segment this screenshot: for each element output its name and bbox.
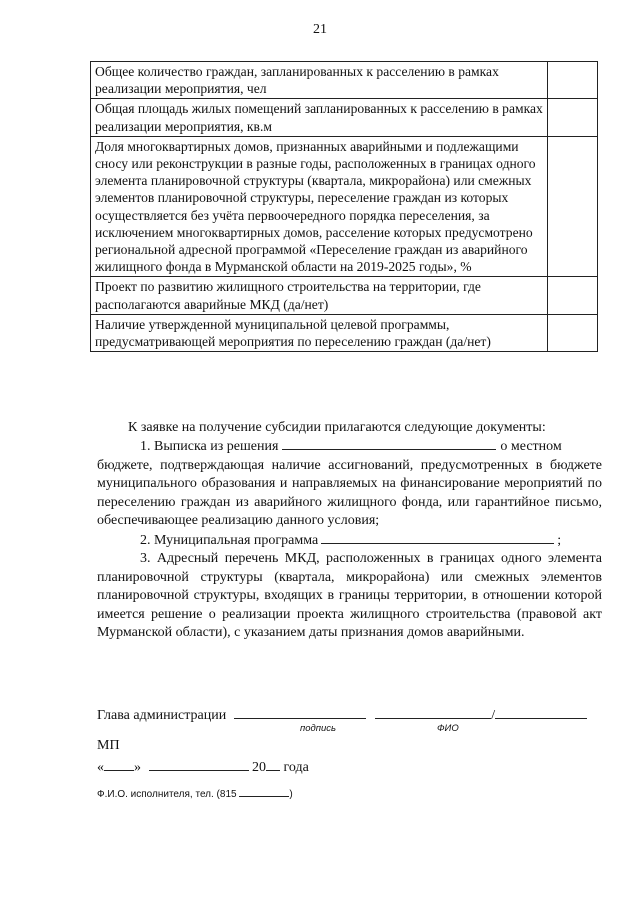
- item1-start: 1. Выписка из решения: [140, 439, 279, 454]
- criteria-value-cell[interactable]: [548, 62, 598, 99]
- date-row: [97, 756, 309, 776]
- criteria-label: Общая площадь жилых помещений запланированных к расселению в рамках реализации мероприятия, кв.м: [91, 99, 548, 136]
- item2-start: 2. Муниципальная программа: [140, 532, 319, 548]
- criteria-label: Проект по развитию жилищного строительства на территории, где располагаются аварийные МКД (да/нет): [91, 277, 548, 314]
- table-row: [91, 99, 598, 136]
- documents-intro: К заявке на получение субсидии прилагаются следующие документы:: [128, 420, 546, 435]
- criteria-value-cell[interactable]: [548, 99, 598, 136]
- date-open-quote: «: [97, 760, 104, 775]
- executor-close: ): [289, 789, 293, 800]
- criteria-value-cell[interactable]: [548, 277, 598, 314]
- month-blank[interactable]: [149, 756, 249, 771]
- day-blank[interactable]: [104, 756, 134, 771]
- document-item-1-rest: бюджете, подтверждающая наличие ассигнований, предусмотренных в бюджете муниципального образования и направляемых на финансирование мероприятий по переселению граждан из аварийного жилищного фонда, или гарантийное письмо, обеспечивающее реализацию данного условия;: [97, 457, 602, 528]
- item1-mid: о местном: [500, 439, 562, 454]
- signature-slash: /: [491, 708, 496, 723]
- stamp-place: МП: [97, 738, 120, 753]
- year-prefix: 20: [252, 760, 266, 775]
- signature-row: [97, 704, 607, 724]
- table-row: [91, 62, 598, 99]
- criteria-label: Общее количество граждан, запланированных к расселению в рамках реализации мероприятия, чел: [91, 62, 548, 99]
- signature-label: Глава администрации: [97, 708, 227, 723]
- document-item-1: [97, 437, 602, 457]
- documents-list: [97, 437, 602, 643]
- phone-blank[interactable]: [239, 786, 289, 797]
- table-row: [91, 277, 598, 314]
- decision-blank[interactable]: [282, 437, 496, 450]
- criteria-label: Наличие утвержденной муниципальной целевой программы, предусматривающей мероприятия по переселению граждан (да/нет): [91, 314, 548, 351]
- page-number: 21: [313, 22, 327, 37]
- criteria-table: [90, 61, 598, 352]
- item2-end: ;: [557, 532, 562, 548]
- table-row: [91, 314, 598, 351]
- name-caption: ФИО: [437, 723, 459, 734]
- signature-line[interactable]: [234, 704, 366, 719]
- document-item-3: 3. Адресный перечень МКД, расположенных в границах одного элемента планировочной структуры (квартала, микрорайона) или смежных элементов планировочной структуры, входящих в границы территории, в отношении которой имеется решение о реализации проекта жилищного строительства (правовой акт Мурманской области), с указанием даты признания домов аварийными.: [97, 551, 602, 640]
- date-close-quote: »: [134, 760, 141, 775]
- criteria-value-cell[interactable]: [548, 314, 598, 351]
- table-row: [91, 136, 598, 277]
- criteria-label: Доля многоквартирных домов, признанных аварийными и подлежащими сносу или реконструкции в разные годы, расположенных в границах одного элемента планировочной структуры (квартала, микрорайона) или смежных элементов планировочной структуры, переселение граждан из которых осуществляется без учёта первоочередного порядка переселения, за исключением многоквартирных домов, расселение которых предусмотрено региональной адресной программой «Переселение граждан из аварийного жилищного фонда в Мурманской области на 2019-2025 годы», %: [91, 136, 548, 277]
- name-line[interactable]: [375, 704, 491, 719]
- date-suffix: года: [283, 760, 309, 775]
- year-blank[interactable]: [266, 756, 280, 771]
- signature-caption: подпись: [300, 723, 337, 734]
- name-line-2[interactable]: [495, 704, 587, 719]
- criteria-value-cell[interactable]: [548, 136, 598, 277]
- document-item-2: [97, 531, 602, 551]
- executor-label: Ф.И.О. исполнителя, тел. (815: [97, 789, 237, 800]
- executor-line: [97, 786, 293, 800]
- program-blank[interactable]: [321, 531, 554, 544]
